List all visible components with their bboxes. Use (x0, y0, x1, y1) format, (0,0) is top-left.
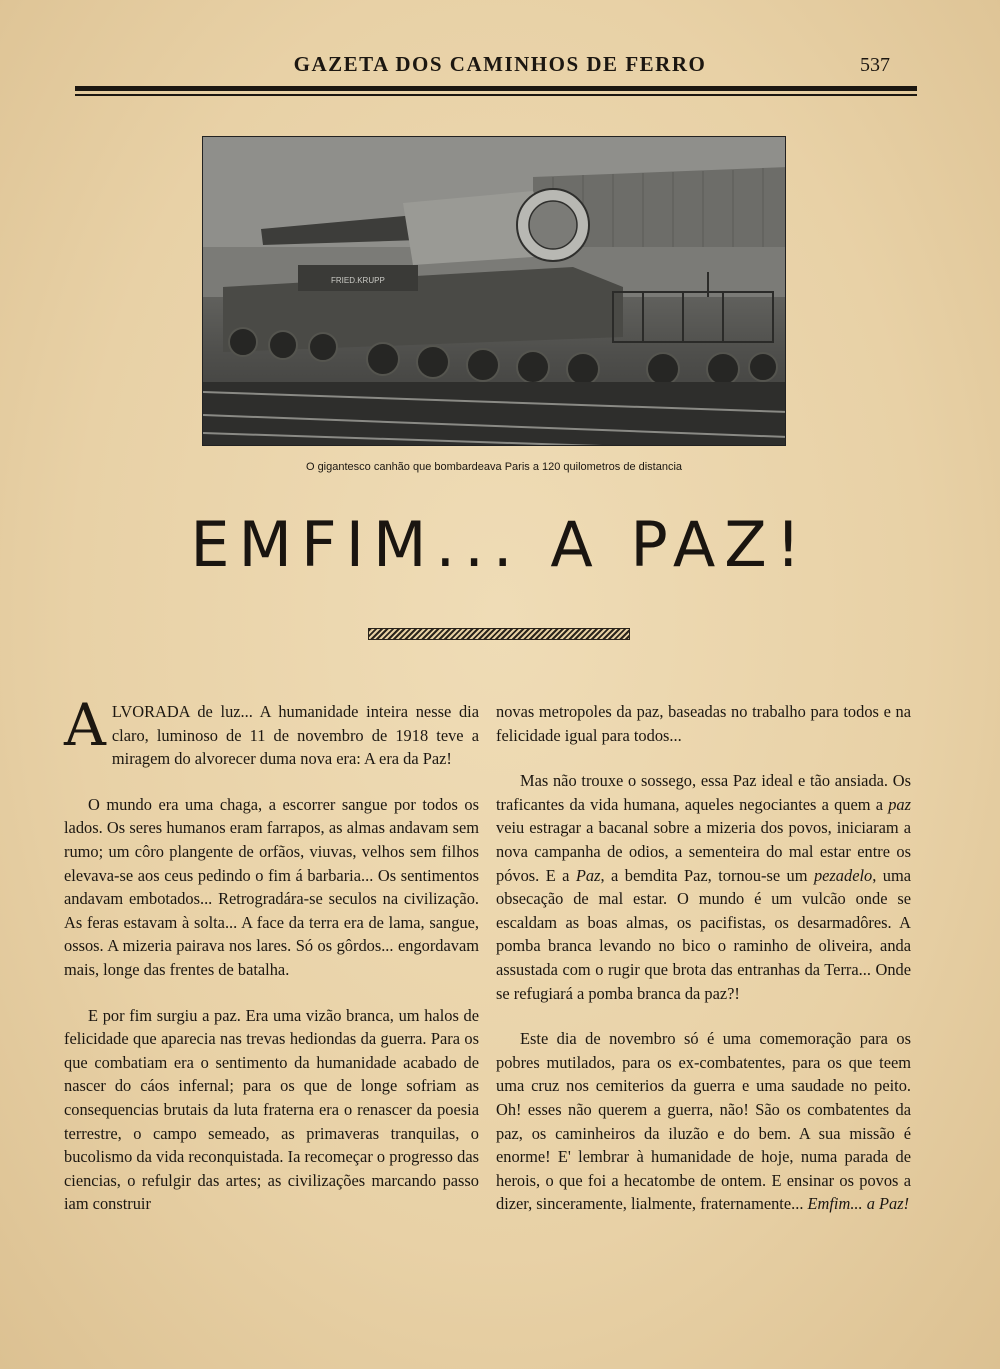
emphasis-paz: paz (888, 794, 911, 814)
vehicle-marking: FRIED.KRUPP (331, 276, 385, 285)
header-rule-thin (75, 94, 917, 96)
page-number: 537 (860, 54, 890, 76)
paragraph-3: E por fim surgiu a paz. Era uma vizão branca, um halos de felicidade que aparecia nas trevas hediondas da guerra. Para os que combatiam era o sentimento da humanidade acabado de nascer do cáos infernal; para os que de longe sofriam as consequencias brutais da luta fraterna era o renascer da poesia terrestre, o campo semeado, as primaveras tranquilas, o bucolismo da vida reconquistada. Ia recomeçar o progresso das ciencias, o refulgir das artes; as civilizações marcando passo iam construir (64, 1005, 479, 1214)
paragraph-4-part-b: veiu estragar a bacanal sobre a mizeria dos povos, iniciaram a nova campanha de odios, a sementeira do mal estar entre os póvos. E a (496, 818, 911, 885)
article-column-left (64, 691, 479, 1238)
paragraph-4-part-d: , uma obsecação de mal estar. O mundo é um vulcão onde se escaldam as boas almas, os pacifistas, os desarmadôres. A pomba branca levando no bico o raminho de oliveira, anda assustada com o rugir que brota das entranhas da Terra... Onde se refugiará a pomba branca da paz?! (496, 865, 911, 1003)
railway-gun-illustration (203, 137, 786, 446)
header-rule-thick (75, 86, 917, 91)
emphasis-paz-capital: Paz (575, 865, 601, 885)
ornamental-divider (368, 628, 630, 640)
paragraph-4-part-a: Mas não trouxe o sossego, essa Paz ideal e tão ansiada. Os traficantes da vida humana, aqueles negociantes a quem a (496, 771, 911, 814)
article-column-right (496, 700, 911, 1238)
paragraph-1-text: LVORADA de luz... A humanidade inteira nesse dia claro, luminoso de 11 de novembro de 1918 teve a miragem do alvorecer duma nova era: A era da Paz! (111, 702, 479, 769)
paragraph-5-text: Este dia de novembro só é uma comemoração para os pobres mutilados, para os ex-combatentes, para os que teem uma cruz nos cemiterios da guerra e uma saudade no peito. Oh! esses não querem a guerra, não! São os combatentes da paz, os caminheiros da iluzão e do bem. A sua missão é enorme! E' lembrar à humanidade de hoje, numa parada de herois, o que foi a hecatombe de ontem. E ensinar os povos a dizer, sinceramente, lialmente, fraternamente... (496, 1029, 911, 1214)
paragraph-2: O mundo era uma chaga, a escorrer sangue por todos os lados. Os seres humanos eram farrapos, as almas andavam sem rumo; um côro plangente de orfãos, viuvas, velhos sem filhos elevava-se aos ceus pedindo o fim á barbaria... Os sentimentos andavam embotados... Retrogradára-se seculos na civilização. As feras estavam à solta... A face da terra era de lama, sangue, ossos. A mizeria pairava nos lares. Só os gôrdos... engordavam mais, longe das frentes de batalha. (64, 794, 479, 979)
article-headline: EMFIM... A PAZ! (190, 508, 810, 581)
paragraph-4-part-c: , a bemdita Paz, tornou-se um (600, 865, 808, 885)
railway-gun-photo (202, 136, 786, 446)
emphasis-pezadelo: pezadelo (813, 865, 873, 885)
magazine-title: GAZETA DOS CAMINHOS DE FERRO (293, 52, 707, 76)
closing-emphasis: Emfim... a Paz! (807, 1194, 910, 1214)
paragraph-5 (496, 1027, 911, 1216)
drop-cap: A (64, 691, 106, 759)
photo-caption: O gigantesco canhão que bombardeava Paris a 120 quilometros de distancia (305, 461, 683, 473)
paragraph-1 (64, 691, 479, 771)
paragraph-4 (496, 769, 911, 1005)
paragraph-3-continued: novas metropoles da paz, baseadas no trabalho para todos e na felicidade igual para todos... (496, 702, 911, 745)
